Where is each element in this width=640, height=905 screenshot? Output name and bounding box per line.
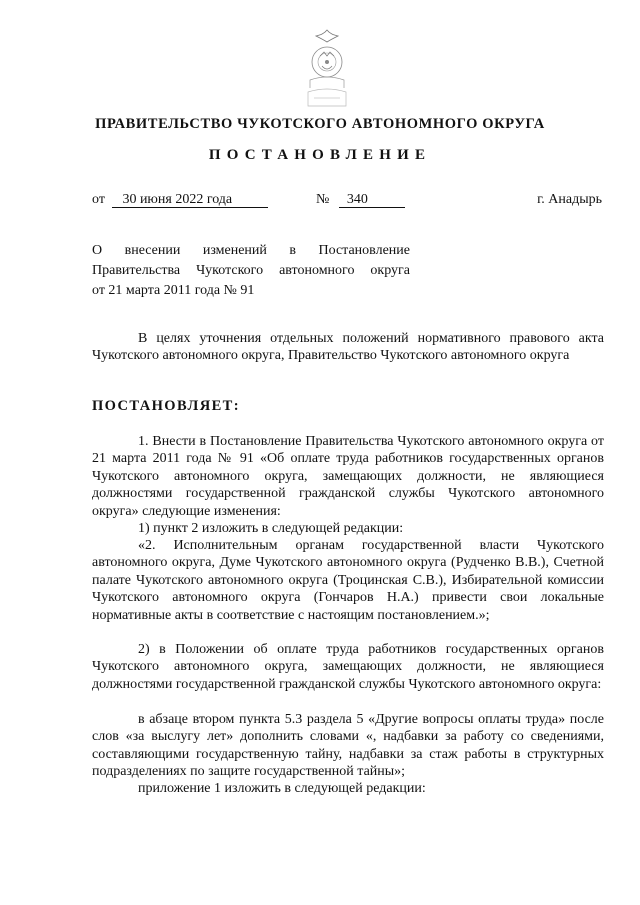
- body-paragraph: «2. Исполнительным органам государственной власти Чукотского автономного округа, Думе Чукотского автономного округа (Рудченко В.В.), Счетной палате Чукотского автономного округа (Троцинская С.В.), Избирательной комиссии Чукотского автономного округа (Гончаров Н.А.) привести свои локальные нормативные акты в соответствие с настоящим постановлением.»;: [92, 538, 604, 623]
- document-city: г. Анадырь: [537, 192, 602, 207]
- body-paragraph: в абзаце втором пункта 5.3 раздела 5 «Другие вопросы оплаты труда» после слов «за выслугу лет» дополнить словами «, надбавки за работу со сведениями, составляющими государственную тайну, надбавки за стаж работы в структурных подразделениях по защите государственной тайны»;: [92, 712, 604, 780]
- subject-line: от 21 марта 2011 года № 91: [92, 283, 255, 298]
- subject-line: О внесении изменений в Постановление: [92, 243, 410, 258]
- subject-line: Правительства Чукотского автономного округа: [92, 263, 410, 278]
- document-type-title: ПОСТАНОВЛЕНИЕ: [208, 147, 432, 163]
- body-paragraph: 2) в Положении об оплате труда работников государственных органов Чукотского автономного округа, замещающих должности, не являющиеся должностями государственной гражданской службы Чукотского автономного округа:: [92, 642, 604, 692]
- government-title: ПРАВИТЕЛЬСТВО ЧУКОТСКОГО АВТОНОМНОГО ОКРУГА: [95, 116, 545, 132]
- preamble-paragraph: В целях уточнения отдельных положений нормативного правового акта Чукотского автономного округа, Правительство Чукотского автономного округа: [92, 331, 604, 364]
- coat-of-arms-emblem: [304, 28, 350, 108]
- number-label: №: [316, 192, 330, 207]
- document-number: 340: [339, 192, 405, 208]
- date-label: от: [92, 192, 105, 207]
- resolves-heading: ПОСТАНОВЛЯЕТ:: [92, 398, 240, 414]
- document-subject: [92, 241, 410, 301]
- body-paragraph: приложение 1 изложить в следующей редакции:: [138, 781, 426, 796]
- number-block: [316, 192, 405, 208]
- body-paragraph: 1. Внести в Постановление Правительства Чукотского автономного округа от 21 марта 2011 года № 91 «Об оплате труда работников государственных органов Чукотского автономного округа, замещающих должности, не являющиеся должностями государственной гражданской службы Чукотского автономного округа» следующие изменения:: [92, 434, 604, 519]
- date-block: [92, 192, 268, 208]
- body-paragraph: 1) пункт 2 изложить в следующей редакции:: [138, 521, 404, 536]
- document-date: 30 июня 2022 года: [112, 192, 268, 208]
